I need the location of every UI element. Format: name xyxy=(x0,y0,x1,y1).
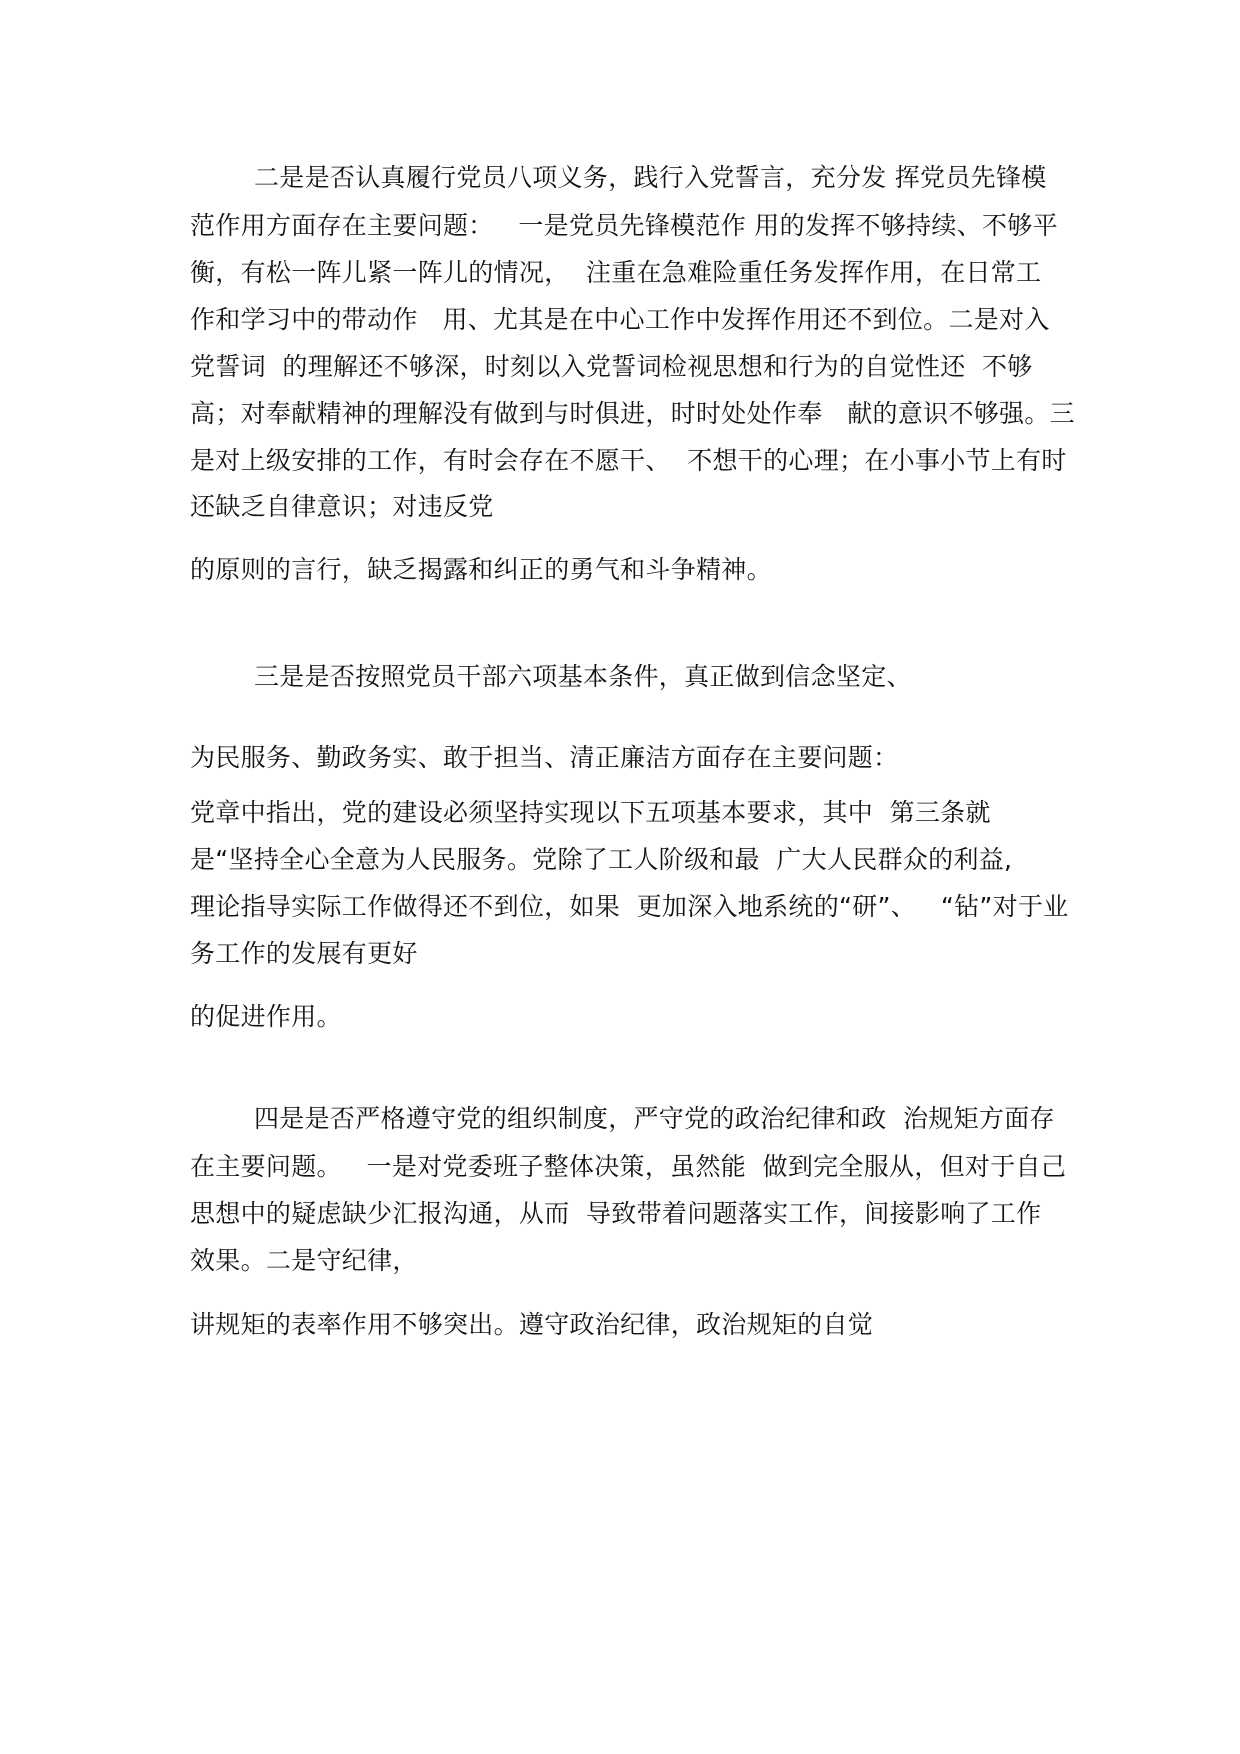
text-line: 在主要问题。 一是对党委班子整体决策，虽然能 做到完全服从，但对于自己 xyxy=(190,1152,1067,1181)
text-line: 理论指导实际工作做得还不到位，如果 更加深入地系统的“研”、 “钻”对于业 xyxy=(190,892,1069,921)
text-line: 范作用方面存在主要问题： 一是党员先锋模范作 用的发挥不够持续、不够平 xyxy=(190,211,1058,240)
text-line: 的原则的言行，缺乏揭露和纠正的勇气和斗争精神。 xyxy=(190,555,772,584)
text-line: 效果。二是守纪律， xyxy=(190,1246,418,1275)
text-line: 党章中指出，党的建设必须坚持实现以下五项基本要求，其中 第三条就 xyxy=(190,798,991,827)
text-line: 高；对奉献精神的理解没有做到与时俱进，时时处处作奉 献的意识不够强。三 xyxy=(190,399,1075,428)
text-line: 思想中的疑虑缺少汇报沟通，从而 导致带着问题落实工作，间接影响了工作 xyxy=(190,1199,1042,1228)
text-line: 是“坚持全心全意为人民服务。党除了工人阶级和最 广大人民群众的利益, xyxy=(190,845,1013,874)
text-line: 三是是否按照党员干部六项基本条件，真正做到信念坚定、 xyxy=(254,662,912,691)
text-line: 还缺乏自律意识；对违反党 xyxy=(190,492,494,521)
text-line: 衡，有松一阵儿紧一阵儿的情况， 注重在急难险重任务发挥作用，在日常工 xyxy=(190,258,1042,287)
text-line: 二是是否认真履行党员八项义务，践行入党誓言，充分发 挥党员先锋模 xyxy=(254,163,1047,192)
text-line: 作和学习中的带动作 用、尤其是在中心工作中发挥作用还不到位。二是对入 xyxy=(190,305,1050,334)
text-line: 务工作的发展有更好 xyxy=(190,939,418,968)
text-line: 为民服务、勤政务实、敢于担当、清正廉洁方面存在主要问题： xyxy=(190,743,899,772)
text-line: 的促进作用。 xyxy=(190,1002,342,1031)
text-line: 四是是否严格遵守党的组织制度，严守党的政治纪律和政 治规矩方面存 xyxy=(254,1104,1055,1133)
text-line: 是对上级安排的工作，有时会存在不愿干、 不想干的心理；在小事小节上有时 xyxy=(190,446,1067,475)
text-line: 党誓词 的理解还不够深，时刻以入党誓词检视思想和行为的自觉性还 不够 xyxy=(190,352,1033,381)
text-line: 讲规矩的表率作用不够突出。遵守政治纪律，政治规矩的自觉 xyxy=(190,1310,874,1339)
